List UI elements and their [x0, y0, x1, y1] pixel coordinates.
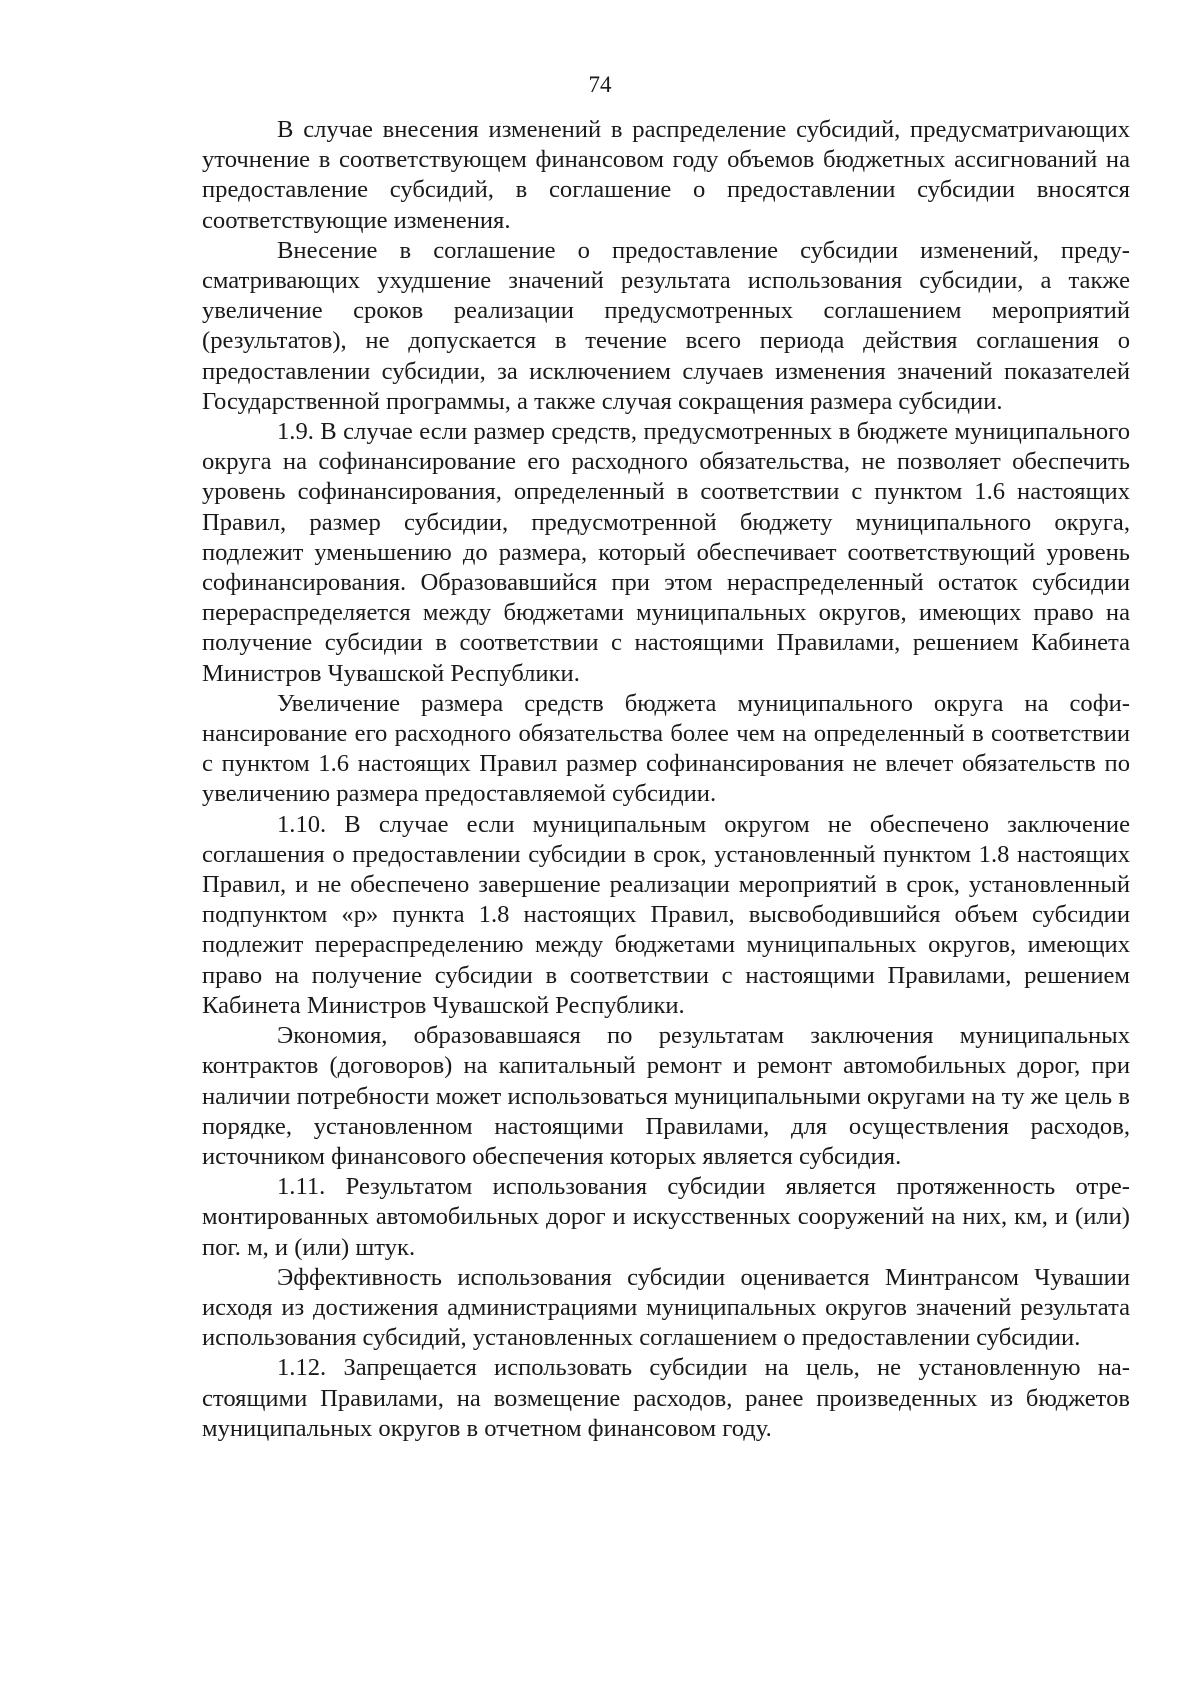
paragraph: 1.10. В случае если муниципальным округом не обеспечено заключение соглашения о предоставлении субсидии в срок, установленный пунктом 1.8 настоящих Правил, и не обеспечено завершение реализации мероприятий в срок, установленный подпунктом «р» пункта 1.8 настоящих Правил, высвободившийся объем субсидии подлежит перераспределению между бюджетами муниципальных округов, имеющих право на получение субсидии в соответствии с настоящими Правилами, решением Кабинета Министров Чувашской Республики.: [202, 810, 1130, 1019]
paragraph: В случае внесения изменений в распределение субсидий, предусматриvающих уточнение в соответствующем финансовом году объемов бюджетных ассигнований на предоставление субсидий, в соглашение о предоставлении субсидии вносятся соответствующие изменения.: [202, 116, 1130, 234]
paragraph: Экономия, образовавшаяся по результатам заключения муниципальных контрактов (договоров) на капитальный ремонт и ремонт автомобильных дорог, при наличии потребности может использоваться муниципальными округами на ту же цель в порядке, установленном настоящими Правилами, для осуществления расходов, источником финансового обеспечения которых является субсидия.: [202, 1022, 1130, 1170]
page-number: 74: [588, 72, 612, 97]
paragraph: Эффективность использования субсидии оценивается Минтрансом Чувашии исходя из достижения администрациями муниципальных округов значений результата использования субсидий, установленных соглашением о предоставлении субсидии.: [202, 1263, 1130, 1352]
paragraph: 1.12. Запрещается использовать субсидии на цель, не установленную настоящими Правилами, на возмещение расходов, ранее произведенных из бюджетов муниципальных округов в отчетном финансовом году.: [202, 1354, 1130, 1442]
document-body: [202, 115, 1130, 1444]
paragraph: Внесение в соглашение о предоставление субсидии изменений, предусматривающих ухудшение значений результата использования субсидии, а также увеличение сроков реализации предусмотренных соглашением мероприятий (результатов), не допускается в течение всего периода действия соглашения о предоставлении субсидии, за исключением случаев изменения значений показателей Государственной программы, а также случая сокращения размера субсидии.: [202, 236, 1130, 415]
paragraph: 1.11. Результатом использования субсидии является протяженность отремонтированных автомобильных дорог и искусственных сооружений на них, км, и (или) пог. м, и (или) штук.: [202, 1173, 1130, 1261]
paragraph: 1.9. В случае если размер средств, предусмотренных в бюджете муниципального округа на софинансирование его расходного обязательства, не позволяет обеспечить уровень софинансирования, определенный в соответствии с пунктом 1.6 настоящих Правил, размер субсидии, предусмотренной бюджету муниципального округа, подлежит уменьшению до размера, который обеспечивает соответствующий уровень софинансирования. Образовавшийся при этом нераспределенный остаток субсидии перераспределяется между бюджетами муниципальных округов, имеющих право на получение субсидии в соответствии с настоящими Правилами, решением Кабинета Министров Чувашской Республики.: [202, 418, 1130, 687]
paragraph: Увеличение размера средств бюджета муниципального округа на софинансирование его расходного обязательства более чем на определенный в соответствии с пунктом 1.6 настоящих Правил размер софинансирования не влечет обязательств по увеличению размера предоставляемой субсидии.: [202, 689, 1130, 808]
